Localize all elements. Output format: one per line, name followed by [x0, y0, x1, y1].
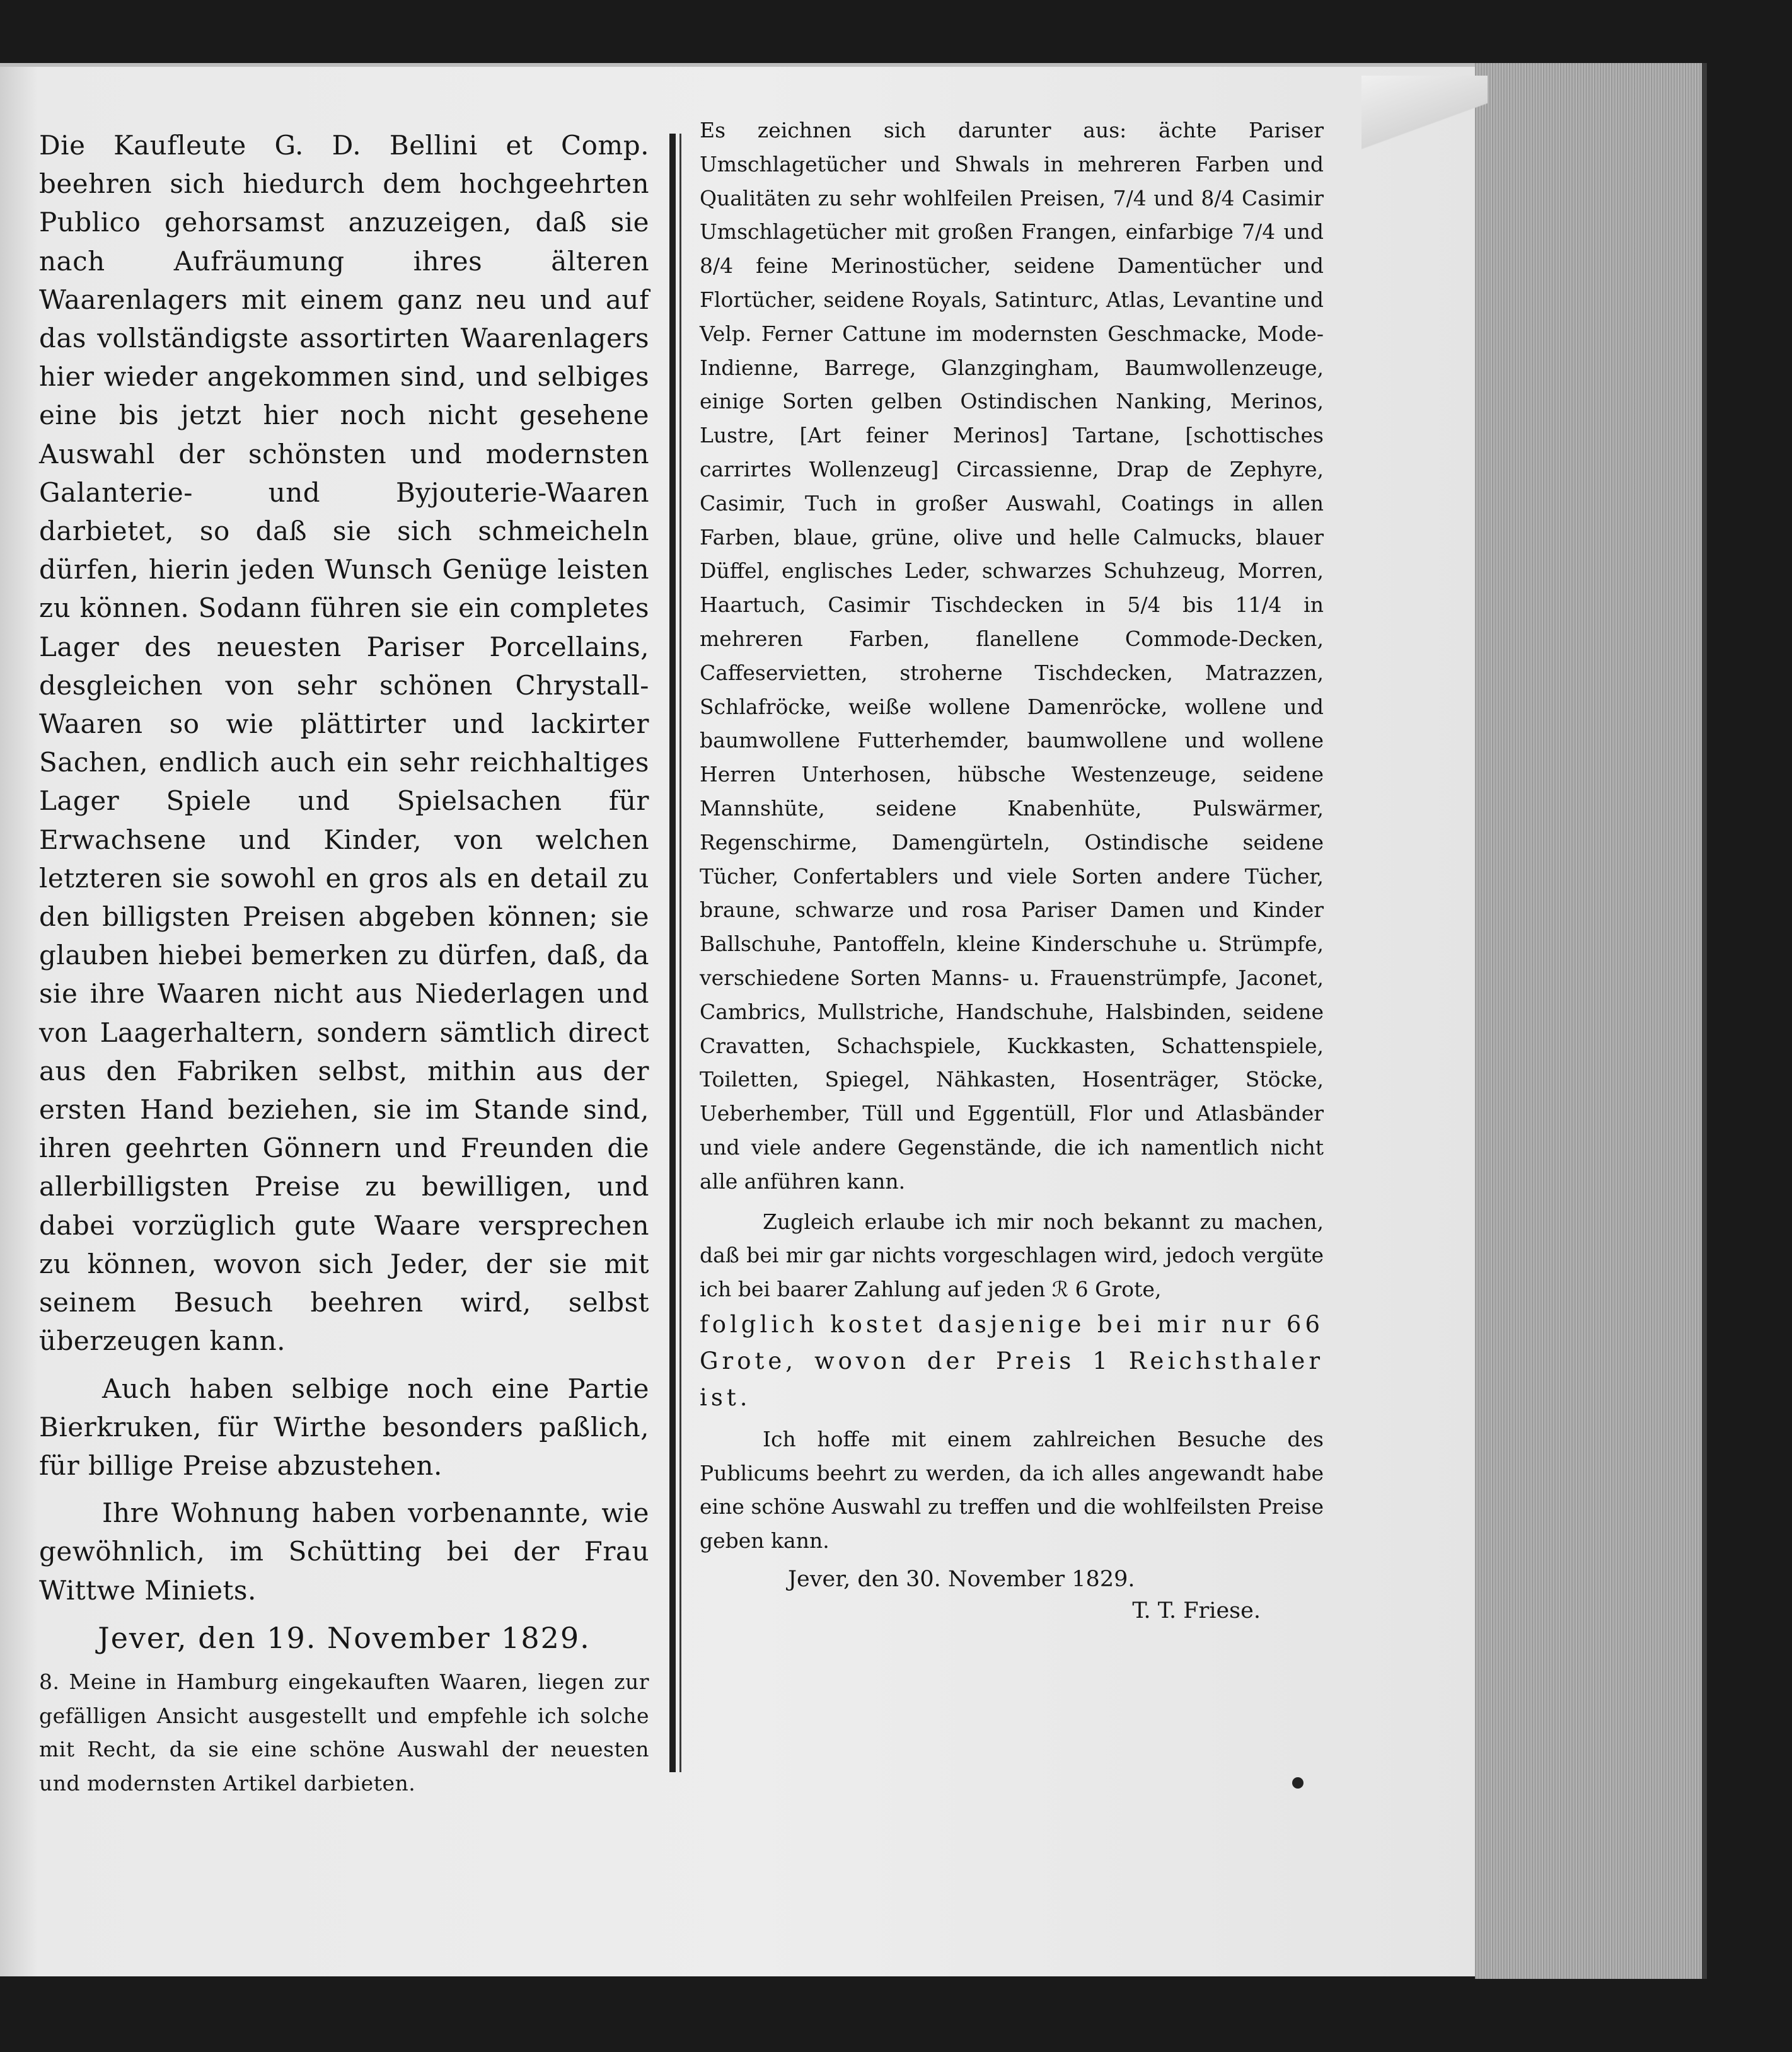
ad-8-closing: Ich hoffe mit einem zahlreichen Besuche des Publicums beehrt zu werden, da ich alles angewandt habe eine schöne Auswahl zu treffen und die wohlfeilsten Preise geben kann. — [700, 1426, 1324, 1553]
ad-8-dateline: Jever, den 30. November 1829. — [788, 1567, 1135, 1593]
right-column — [700, 113, 1324, 1623]
page-corner-curl — [1361, 76, 1488, 151]
left-column — [39, 126, 649, 1801]
ad-8-discount-note: Zugleich erlaube ich mir noch bekannt zu machen, daß bei mir gar nichts vorgeschlagen wird, jedoch vergüte ich bei baarer Zahlung auf jeden ℛ 6 Grote, — [700, 1209, 1324, 1302]
ad-8-discount-note-spaced: folglich kostet dasjenige bei mir nur 66 Grote, wovon der Preis 1 Reichsthaler ist. — [700, 1310, 1324, 1411]
ad-8-paragraph: 8. Meine in Hamburg eingekauften Waaren, liegen zur gefälligen Ansicht ausgestellt und empfehle ich solche mit Recht, da sie eine schöne Auswahl der neuesten und modernsten Artikel darbieten. — [39, 1669, 649, 1796]
ad-7-dateline: Jever, den 19. November 1829. — [98, 1620, 591, 1655]
ad-8-signature: T. T. Friese. — [1132, 1598, 1261, 1624]
ink-dot — [1292, 1777, 1304, 1789]
ad-8 — [39, 1665, 649, 1801]
page-fore-edge — [1475, 63, 1707, 1979]
ad-7-paragraph-2: Auch haben selbige noch eine Partie Bierkruken, für Wirthe besonders paßlich, für billige Preise abzustehen. — [39, 1373, 649, 1481]
ad-7-paragraph-1: Die Kaufleute G. D. Bellini et Comp. beehren sich hiedurch dem hochgeehrten Publico gehorsamst anzuzeigen, daß sie nach Aufräumung ihres älteren Waarenlagers mit einem ganz neu und auf das vollständigste assortirten Waarenlagers hier wieder angekommen sind, und selbiges eine bis jetzt hier noch nicht gesehene Auswahl der schönsten und modernsten Galanterie- und Byjouterie-Waaren darbietet, so daß sie sich schmeicheln dürfen, hierin jeden Wunsch Genüge leisten zu können. Sodann führen sie ein completes Lager des neuesten Pariser Porcellains, desgleichen von sehr schönen Chrystall-Waaren so wie plättirter und lackirter Sachen, endlich auch ein sehr reichhaltiges Lager Spiele und Spielsachen für Erwachsene und Kinder, von welchen letzteren sie sowohl en gros als en detail zu den billigsten Preisen abgeben können; sie glauben hiebei bemerken zu dürfen, daß, da sie ihre Waaren nicht aus Niederlagen und von Laagerhaltern, sondern sämtlich direct aus den Fabriken selbst, mithin aus der ersten Hand beziehen, sie im Stande sind, ihren geehrten Gönnern und Freunden die allerbilligsten Preise zu bewilligen, und dabei vorzüglich gute Waare versprechen zu können, wovon sich Jeder, der sie mit seinem Besuch beehren wird, selbst überzeugen kann. — [39, 130, 649, 1357]
ad-7-paragraph-3: Ihre Wohnung haben vorbenannte, wie gewöhnlich, im Schütting bei der Frau Wittwe Miniets. — [39, 1497, 649, 1606]
column-rule — [669, 134, 676, 1772]
ad-8-goods-list: Es zeichnen sich darunter aus: ächte Pariser Umschlagetücher und Shwals in mehreren Farben und Qualitäten zu sehr wohlfeilen Preisen, 7/4 und 8/4 Casimir Umschlagetücher mit großen Frangen, einfarbige 7/4 und 8/4 feine Merinostücher, seidene Damentücher und Flortücher, seidene Royals, Satinturc, Atlas, Levantine und Velp. Ferner Cattune im modernsten Geschmacke, Mode-Indienne, Barrege, Glanzgingham, Baumwollenzeuge, einige Sorten gelben Ostindischen Nanking, Merinos, Lustre, [Art feiner Merinos] Tartane, [schottisches carrirtes Wollenzeug] Circassienne, Drap de Zephyre, Casimir, Tuch in großer Auswahl, Coatings in allen Farben, blaue, grüne, olive und helle Calmucks, blauer Düffel, englisches Leder, schwarzes Schuhzeug, Morren, Haartuch, Casimir Tischdecken in 5/4 bis 11/4 in mehreren Farben, flanellene Commode-Decken, Caffeservietten, stroherne Tischdecken, Matrazzen, Schlafröcke, weiße wollene Damenröcke, wollene und baumwollene Futterhemder, baumwollene und wollene Herren Unterhosen, hübsche Westenzeuge, seidene Mannshüte, seidene Knabenhüte, Pulswärmer, Regenschirme, Damengürteln, Ostindische seidene Tücher, Confertablers und viele Sorten andere Tücher, braune, schwarze und rosa Pariser Damen und Kinder Ballschuhe, Pantoffeln, kleine Kinderschuhe u. Strümpfe, verschiedene Sorten Manns- u. Frauenstrümpfe, Jaconet, Cambrics, Mullstriche, Handschuhe, Halsbinden, seidene Cravatten, Schachspiele, Kuckkasten, Schattenspiele, Toiletten, Spiegel, Nähkasten, Hosenträger, Stöcke, Ueberhember, Tüll und Eggentüll, Flor und Atlasbänder und viele andere Gegenstände, die ich namentlich nicht alle anführen kann. — [700, 118, 1324, 1194]
